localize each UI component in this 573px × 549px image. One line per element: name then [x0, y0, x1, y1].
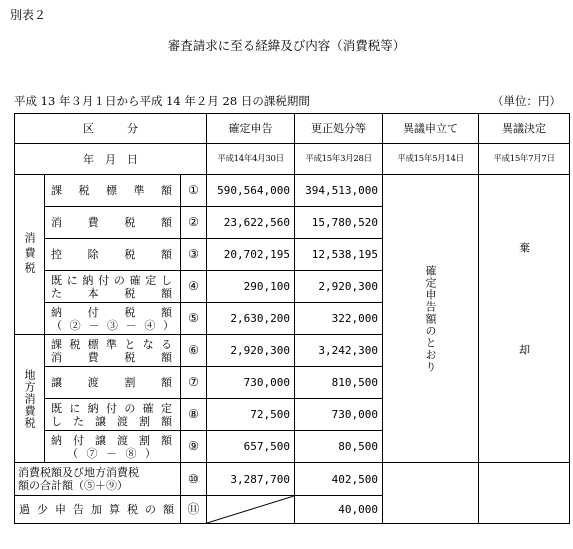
- total-label-line1: 消費税額及び地方消費税: [18, 466, 139, 479]
- date-label: 年 月 日: [15, 144, 207, 175]
- row-col2: 80,500: [295, 431, 383, 463]
- row-col2: 322,000: [295, 303, 383, 335]
- total-marker: ⑩: [181, 463, 207, 496]
- row-col1: 2,920,300: [207, 335, 295, 367]
- row-label: 控除税額: [45, 239, 181, 271]
- row-col2: 810,500: [295, 367, 383, 399]
- row-col2: 2,920,300: [295, 271, 383, 303]
- row-label-line1: 課税標準となる: [51, 337, 174, 351]
- row-label: [45, 431, 181, 463]
- row-label-line2: （②－③－④）: [51, 318, 174, 332]
- row-label: 譲渡割額: [45, 367, 181, 399]
- total-col4: [479, 463, 570, 524]
- group-consumption-tax-label: 消費税: [23, 232, 36, 277]
- table-row: [15, 175, 570, 207]
- row-marker: ④: [181, 271, 207, 303]
- annex-label: 別表２: [10, 8, 47, 22]
- row-col2: 3,242,300: [295, 335, 383, 367]
- unit-label: （単位：円）: [492, 94, 561, 108]
- group-consumption-tax: [15, 175, 45, 335]
- row-label: [45, 271, 181, 303]
- date-row: [15, 144, 570, 175]
- row-col1: 72,500: [207, 399, 295, 431]
- header-col3: 異議申立て: [383, 114, 479, 144]
- row-label-line2: た本税額: [51, 286, 174, 300]
- row-marker: ⑤: [181, 303, 207, 335]
- row-marker: ③: [181, 239, 207, 271]
- total-col3: [383, 463, 479, 524]
- objection-text: 確定申告額のとおり: [424, 264, 438, 373]
- date-col3: 平成15年5月14日: [383, 144, 479, 175]
- row-label-line1: 納付税額: [51, 305, 174, 319]
- total-row: [15, 463, 570, 496]
- date-col2: 平成15年3月28日: [295, 144, 383, 175]
- row-col1: 290,100: [207, 271, 295, 303]
- tax-period: 平成 13 年３月１日から平成 14 年２月 28 日の課税期間: [14, 94, 310, 108]
- row-label-line2: （⑦－⑧）: [67, 446, 158, 460]
- row-col1: 590,564,000: [207, 175, 295, 207]
- header-row: [15, 114, 570, 144]
- row-marker: ⑧: [181, 399, 207, 431]
- decision-text: 棄 却: [517, 242, 531, 395]
- header-col1: 確定申告: [207, 114, 295, 144]
- row-col2: 730,000: [295, 399, 383, 431]
- row-label: 消費税額: [45, 207, 181, 239]
- row-label-line1: 納付譲渡割額: [51, 433, 174, 447]
- date-col4: 平成15年7月7日: [479, 144, 570, 175]
- row-label-line2: 消費税額: [51, 350, 174, 364]
- penalty-label: 過少申告加算税の額: [15, 496, 181, 524]
- total-label: [15, 463, 181, 496]
- header-kubun: 区 分: [15, 114, 207, 144]
- row-marker: ⑦: [181, 367, 207, 399]
- decision-cell: [479, 175, 570, 463]
- row-label-line1: 既に納付の確定し: [51, 273, 174, 287]
- row-marker: ⑨: [181, 431, 207, 463]
- row-col2: 394,513,000: [295, 175, 383, 207]
- document-title: 審査請求に至る経緯及び内容（消費税等）: [167, 38, 406, 53]
- row-label: 課税標準額: [45, 175, 181, 207]
- tax-table: [14, 113, 570, 524]
- diagonal-slash: [207, 496, 294, 523]
- date-col1: 平成14年4月30日: [207, 144, 295, 175]
- penalty-col2: 40,000: [295, 496, 383, 524]
- header-col2: 更正処分等: [295, 114, 383, 144]
- group-local-consumption-tax: [15, 335, 45, 463]
- group-local-consumption-tax-label: 地方消費税: [23, 368, 36, 429]
- row-col1: 730,000: [207, 367, 295, 399]
- row-label: [45, 399, 181, 431]
- row-label: [45, 303, 181, 335]
- row-label-line2: した譲渡割額: [51, 414, 174, 428]
- objection-cell: [383, 175, 479, 463]
- row-col2: 15,780,520: [295, 207, 383, 239]
- row-col1: 2,630,200: [207, 303, 295, 335]
- row-label-line1: 既に納付の確定: [51, 401, 174, 415]
- penalty-col1-empty: [207, 496, 295, 524]
- total-col2: 402,500: [295, 463, 383, 496]
- row-marker: ①: [181, 175, 207, 207]
- row-col1: 20,702,195: [207, 239, 295, 271]
- row-marker: ②: [181, 207, 207, 239]
- penalty-marker: ⑪: [181, 496, 207, 524]
- header-col4: 異議決定: [479, 114, 570, 144]
- row-col2: 12,538,195: [295, 239, 383, 271]
- row-label: [45, 335, 181, 367]
- total-col1: 3,287,700: [207, 463, 295, 496]
- total-label-line2: 額の合計額（⑤＋⑨）: [18, 479, 128, 492]
- row-marker: ⑥: [181, 335, 207, 367]
- row-col1: 23,622,560: [207, 207, 295, 239]
- row-col1: 657,500: [207, 431, 295, 463]
